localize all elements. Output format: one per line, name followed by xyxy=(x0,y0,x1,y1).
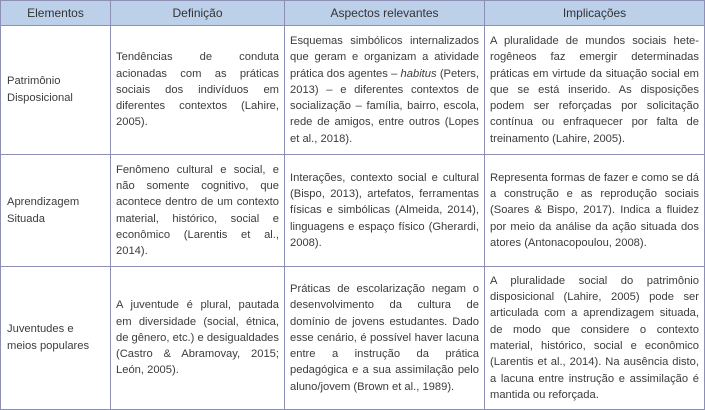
header-row xyxy=(1,1,705,26)
cell-elemento: Juventudes e meios populares xyxy=(1,267,111,410)
cell-aspectos: Práticas de escolarização negam o desenvolvimento da cultura de domínio de jovens estudantes. Dado esse cenário, é possível haver lacuna entre a instrução da prática pedagógica e a sua assimilação pelo aluno/jovem (Brown et al., 1989). xyxy=(285,267,485,410)
aspectos-italic-term: habitus xyxy=(400,67,437,80)
cell-implicacoes: A pluralidade de mundos sociais hete-rogêneos faz emergir determinadas práticas em virtude da situação social em que se está inserido. As disposições podem ser reforçadas por solicitação contínua ou enfraquecer por falta de treinamento (Lahire, 2005). xyxy=(485,26,705,155)
cell-elemento: Patrimônio Disposicional xyxy=(1,26,111,155)
aspectos-text-cont: (Peters, 2013) – e diferentes contextos de socialização – família, bairro, escola, rede de amigos, entre outros (Lopes et al., 2018). xyxy=(290,67,479,145)
header-definicao: Definição xyxy=(111,1,285,26)
cell-definicao: A juventude é plural, pautada em diversidade (social, étnica, de gênero, etc.) e desigualdades (Castro & Abramovay, 2015; León, 2005). xyxy=(111,267,285,410)
cell-definicao: Fenômeno cultural e social, e não somente cognitivo, que acontece dentro de um contexto material, histórico, social e econômico (Larentis et al., 2014). xyxy=(111,155,285,267)
header-aspectos: Aspectos relevantes xyxy=(285,1,485,26)
aspectos-text: Esquemas simbólicos internalizados que geram e organizam a atividade prática dos agentes – xyxy=(290,34,479,80)
cell-implicacoes: A pluralidade social do patrimônio disposicional (Lahire, 2005) pode ser articulada com a aprendizagem situada, de modo que considere o contexto material, histórico, social e econômico (Larentis et al., 2014). Na ausência disto, a lacuna entre instrução e assimilação é mantida ou reforçada. xyxy=(485,267,705,410)
header-elementos: Elementos xyxy=(1,1,111,26)
cell-aspectos xyxy=(285,26,485,155)
table-row xyxy=(1,155,705,267)
cell-elemento: Aprendizagem Situada xyxy=(1,155,111,267)
header-implicacoes: Implicações xyxy=(485,1,705,26)
cell-aspectos: Interações, contexto social e cultural (Bispo, 2013), artefatos, ferramentas físicas e simbólicas (Almeida, 2014), linguagens e espaço físico (Gherardi, 2008). xyxy=(285,155,485,267)
cell-definicao: Tendências de conduta acionadas com as práticas sociais dos indivíduos em diferentes contextos (Lahire, 2005). xyxy=(111,26,285,155)
table-row xyxy=(1,26,705,155)
cell-implicacoes: Representa formas de fazer e como se dá a construção e as reprodução sociais (Soares & Bispo, 2017). Indica a fluidez por meio da análise da ação situada dos atores (Antonacopoulou, 2008). xyxy=(485,155,705,267)
table-row xyxy=(1,267,705,410)
